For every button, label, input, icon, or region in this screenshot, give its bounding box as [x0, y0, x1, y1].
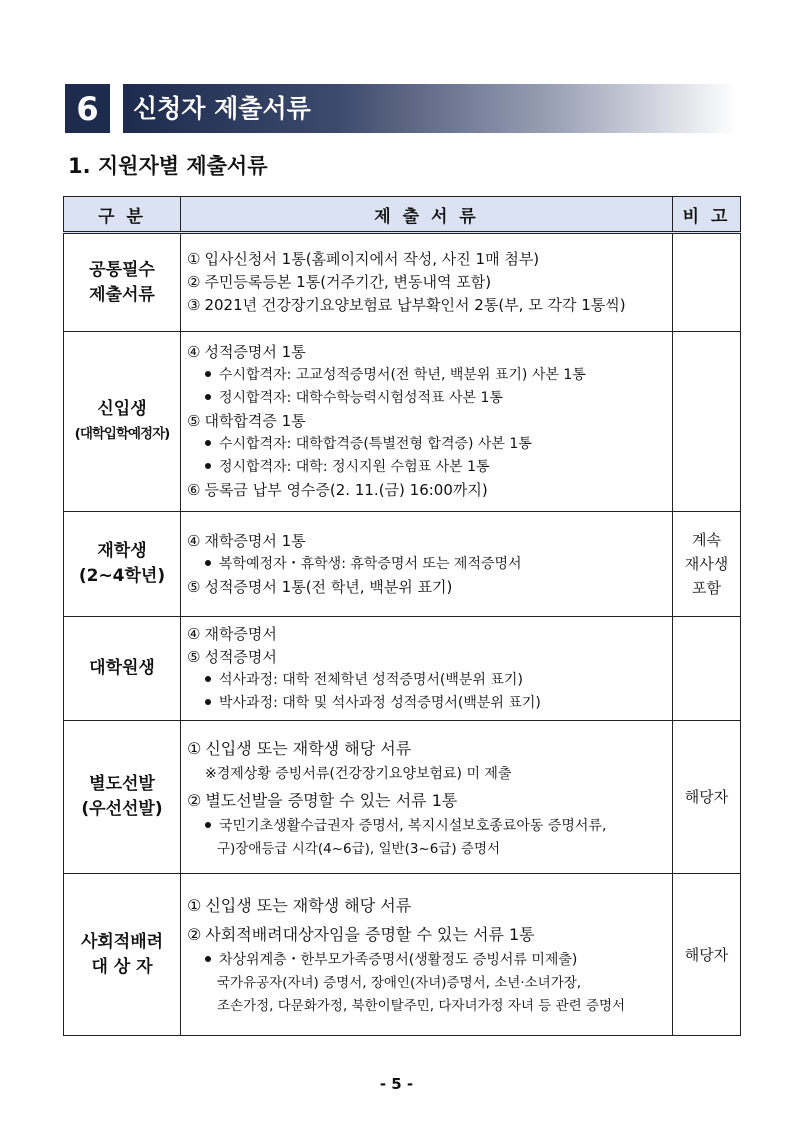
document-text: 국민기초생활수급권자 증명서, 복지시설보호종료아동 증명서류, [219, 817, 607, 834]
document-line [187, 734, 666, 763]
bullet-icon [205, 822, 211, 828]
circled-number: ④ [187, 531, 201, 550]
circled-number: ④ [187, 343, 201, 361]
document-text: 성적증명서 1통(전 학년, 백분위 표기) [204, 577, 453, 596]
document-text: 주민등록등본 1통(거주기간, 변동내역 포함) [204, 273, 492, 291]
table-header-row [64, 197, 741, 233]
document-text: 수시합격자: 대학합격증(특별전형 합격증) 사본 1통 [219, 436, 532, 452]
row-documents [181, 512, 673, 617]
circled-number: ④ [187, 624, 201, 643]
row-note [673, 512, 741, 617]
documents-table [63, 196, 741, 1036]
row-category [64, 512, 181, 617]
document-text: 정시합격자: 대학: 정시지원 수험표 사본 1통 [219, 459, 490, 475]
row-documents [181, 332, 673, 512]
document-line [187, 530, 666, 553]
category-line: 제출서류 [89, 284, 155, 305]
header-category: 구 분 [64, 197, 181, 233]
document-line [187, 479, 666, 502]
document-text: 재학증명서 1통 [204, 531, 306, 550]
document-text: 구)장애등급 시각(4~6급), 일반(3~6급) 증명서 [217, 840, 501, 857]
section-title: 신청자 제출서류 [133, 94, 311, 123]
page-number: - 5 - [379, 1075, 414, 1093]
document-line [187, 553, 666, 576]
section-number: 6 [65, 84, 110, 133]
document-line [187, 669, 666, 692]
row-category [64, 617, 181, 721]
row-category [64, 233, 181, 332]
document-text: 성적증명서 1통 [204, 343, 306, 361]
document-text: 정시합격자: 대학수학능력시험성적표 사본 1통 [219, 390, 503, 406]
document-text: 박사과정: 대학 및 석사과정 성적증명서(백분위 표기) [219, 694, 541, 711]
document-line [187, 838, 666, 861]
document-line [187, 786, 666, 815]
row-category [64, 874, 181, 1036]
section-title-bar [123, 84, 737, 133]
page-subtitle: 1. 지원자별 제출서류 [68, 154, 268, 178]
category-line: (대학입학예정자) [74, 425, 170, 442]
table-row [64, 233, 741, 332]
document-text: 재학증명서 [204, 624, 277, 643]
document-text: 입사신청서 1통(홈페이지에서 작성, 사진 1매 첨부) [204, 250, 540, 268]
bullet-icon [205, 394, 211, 400]
row-documents [181, 233, 673, 332]
category-line: (2~4학년) [78, 566, 166, 586]
document-line [187, 294, 666, 317]
bullet-icon [205, 956, 211, 962]
category-line: 신입생 [97, 398, 147, 419]
document-line [187, 815, 666, 838]
document-text: 성적증명서 [204, 647, 277, 666]
category-line: 공통필수 [89, 259, 155, 280]
document-line [187, 920, 666, 949]
table-row [64, 332, 741, 512]
document-line [187, 341, 666, 364]
table-row [64, 617, 741, 721]
document-text: 조손가정, 다문화가정, 북한이탈주민, 다자녀가정 자녀 등 관련 증명서 [217, 998, 626, 1014]
category-line: (우선선발) [81, 799, 163, 819]
document-text: 2021년 건강장기요양보험료 납부확인서 2통(부, 모 각각 1통씩) [204, 296, 626, 314]
category-line: 사회적배려 [80, 931, 164, 952]
row-category [64, 721, 181, 874]
table-row [64, 512, 741, 617]
document-text: 수시합격자: 고교성적증명서(전 학년, 백분위 표기) 사본 1통 [219, 367, 586, 383]
category-line: 대학원생 [89, 658, 155, 678]
circled-number: ⑤ [187, 647, 201, 666]
row-documents [181, 874, 673, 1036]
circled-number: ② [187, 790, 202, 810]
row-note [673, 874, 741, 1036]
section-header [65, 84, 737, 133]
document-line [187, 763, 666, 786]
document-text: 차상위계층・한부모가족증명서(생활정도 증빙서류 미제출) [219, 952, 578, 968]
bullet-icon [205, 699, 211, 705]
document-text: 복학예정자・휴학생: 휴학증명서 또는 제적증명서 [219, 555, 522, 572]
bullet-icon [205, 371, 211, 377]
document-text: 신입생 또는 재학생 해당 서류 [205, 738, 412, 758]
document-line [187, 456, 666, 479]
circled-number: ① [187, 250, 201, 268]
circled-number: ② [187, 925, 202, 944]
category-line: 재학생 [97, 541, 147, 561]
document-line [187, 646, 666, 669]
row-note [673, 332, 741, 512]
document-line [187, 623, 666, 646]
circled-number: ② [187, 273, 201, 291]
header-documents: 제 출 서 류 [181, 197, 673, 233]
note-line: 재사생 [684, 555, 729, 573]
document-text: 대학합격증 1통 [204, 412, 306, 430]
document-line [187, 949, 666, 972]
row-note [673, 233, 741, 332]
document-text: 국가유공자(자녀) 증명서, 장애인(자녀)증명서, 소년·소녀가장, [217, 975, 582, 991]
circled-number: ⑤ [187, 412, 201, 430]
document-line [187, 248, 666, 271]
note-line: 포함 [692, 579, 721, 597]
circled-number: ⑤ [187, 577, 201, 596]
document-line [187, 692, 666, 715]
document-text: 석사과정: 대학 전체학년 성적증명서(백분위 표기) [219, 671, 523, 688]
table-row [64, 721, 741, 874]
category-line: 별도선발 [89, 774, 155, 794]
bullet-icon [205, 676, 211, 682]
document-line [187, 576, 666, 599]
row-note [673, 617, 741, 721]
row-documents [181, 617, 673, 721]
category-line: 대 상 자 [91, 956, 153, 977]
document-text: 등록금 납부 영수증(2. 11.(금) 16:00까지) [204, 481, 488, 499]
document-line [187, 410, 666, 433]
table-row [64, 874, 741, 1036]
document-line [187, 271, 666, 294]
bullet-icon [205, 440, 211, 446]
note-line: 계속 [692, 531, 721, 549]
note-line: 해당자 [684, 788, 729, 806]
document-text: 사회적배려대상자임을 증명할 수 있는 서류 1통 [205, 925, 535, 944]
row-note [673, 721, 741, 874]
document-line [187, 972, 666, 995]
document-text: 별도선발을 증명할 수 있는 서류 1통 [205, 790, 458, 810]
table-body [64, 233, 741, 1036]
circled-number: ① [187, 896, 202, 915]
document-text: 신입생 또는 재학생 해당 서류 [205, 896, 412, 915]
bullet-icon [205, 463, 211, 469]
document-line [187, 433, 666, 456]
note-line: 해당자 [684, 945, 729, 964]
circled-number: ③ [187, 296, 201, 314]
header-note: 비 고 [673, 197, 741, 233]
circled-number: ⑥ [187, 481, 201, 499]
document-line [187, 364, 666, 387]
document-text: ※경제상황 증빙서류(건강장기요양보험료) 미 제출 [205, 765, 512, 782]
bullet-icon [205, 560, 211, 566]
row-category [64, 332, 181, 512]
document-line [187, 387, 666, 410]
row-documents [181, 721, 673, 874]
document-line [187, 995, 666, 1018]
circled-number: ① [187, 738, 202, 758]
document-line [187, 891, 666, 920]
